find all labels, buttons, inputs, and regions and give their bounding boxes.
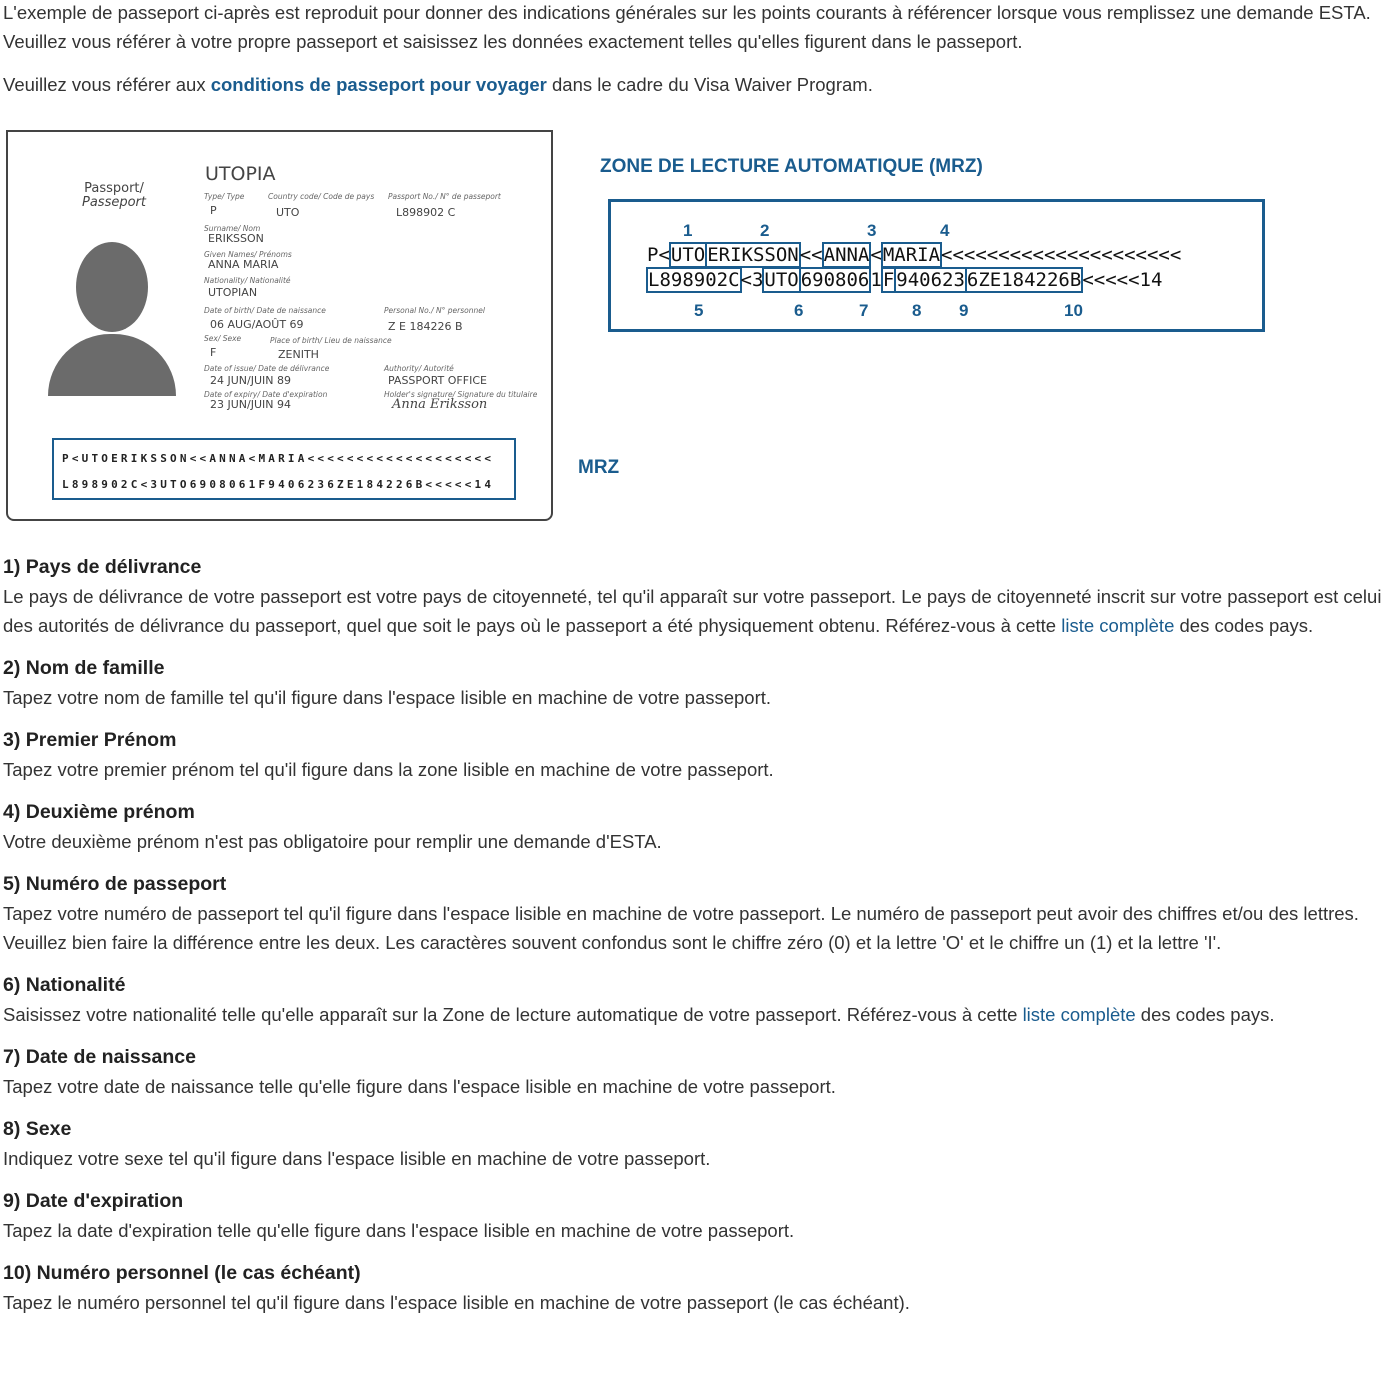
value: 23 JUN/JUIN 94 — [210, 398, 291, 411]
value: UTO — [276, 206, 300, 219]
label: Sex/ Sexe — [204, 334, 242, 343]
section-text — [3, 1216, 1391, 1245]
section — [3, 971, 1391, 1029]
section-title: 10) Numéro personnel (le cas échéant) — [3, 1262, 361, 1284]
section-text — [3, 1144, 1391, 1173]
section-text-body: Le pays de délivrance de votre passeport est votre pays de citoyenneté, tel qu'il apparaît sur votre passeport. Le pays de citoyenneté inscrit sur votre passeport est celui des autorités de délivrance du passeport, quel que soit le pays où le passeport a été physiquement obtenu. Référez-vous à cette — [3, 586, 1382, 636]
mrz-filler: P< — [647, 244, 670, 266]
value: 24 JUN/JUIN 89 — [210, 374, 291, 387]
mrz-filler: <<<<<14 — [1082, 269, 1163, 291]
value: PASSPORT OFFICE — [388, 374, 487, 387]
section — [3, 726, 1391, 784]
mrz-filler: <3 — [740, 269, 764, 291]
section-title: 5) Numéro de passeport — [3, 873, 227, 895]
passport-conditions-link[interactable] — [211, 74, 547, 95]
country-codes-link[interactable]: liste complète — [1061, 615, 1175, 636]
mrz-field-box: ANNA — [823, 244, 870, 266]
value: L898902 C — [396, 206, 456, 219]
section-text — [3, 1288, 1391, 1317]
mrz-filler: <<<<<<<<<<<<<<<<<<<<< — [941, 244, 1182, 266]
mrz-line-1: P<UTOERIKSSON<<ANNA<MARIA<<<<<<<<<<<<<<<<<<< — [62, 452, 495, 465]
value: ZENITH — [278, 348, 319, 361]
section-text-body: Tapez votre nom de famille tel qu'il figure dans l'espace lisible en machine de votre passeport. — [3, 687, 772, 708]
mrz-field-box: L898902C — [648, 269, 740, 291]
value: UTOPIAN — [208, 286, 258, 299]
intro — [3, 0, 1388, 99]
section-text-after: des codes pays. — [1135, 1004, 1275, 1025]
mrz-field-box: ERIKSSON — [707, 244, 799, 266]
section-title: 4) Deuxième prénom — [3, 801, 195, 823]
label: Date of issue/ Date de délivrance — [204, 364, 330, 373]
mrz-field-box: UTO — [670, 244, 706, 266]
section-title: 8) Sexe — [3, 1118, 72, 1140]
photo-body-icon — [48, 334, 176, 396]
label: Holder's signature/ Signature du titulaire — [384, 390, 538, 399]
signature: Anna Eriksson — [392, 397, 488, 412]
mrz-filler: << — [799, 244, 823, 266]
section-text-body: Tapez votre numéro de passeport tel qu'il figure dans l'espace lisible en machine de votre passeport. Le numéro de passeport peut avoir des chiffres et/ou des lettres. Veuillez bien faire la différence entre les deux. Les caractères souvent confondus sont le chiffre zéro (0) et la lettre 'O' et le chiffre un (1) et la lettre 'I'. — [3, 903, 1359, 953]
section-text-body: Votre deuxième prénom n'est pas obligatoire pour remplir une demande d'ESTA. — [3, 831, 662, 852]
section-text — [3, 1000, 1391, 1029]
section-text-body: Tapez votre premier prénom tel qu'il figure dans la zone lisible en machine de votre passeport. — [3, 759, 774, 780]
mrz-filler: 1 — [870, 269, 882, 291]
field-number: 5 — [694, 301, 704, 320]
field-descriptions — [3, 553, 1391, 1331]
section-text-body: Tapez la date d'expiration telle qu'elle figure dans l'espace lisible en machine de votre passeport. — [3, 1220, 795, 1241]
field-number: 7 — [859, 301, 869, 320]
label: Type/ Type — [204, 192, 245, 201]
mrz-diagram — [608, 199, 1265, 332]
section-title: 2) Nom de famille — [3, 657, 165, 679]
section-text-after: des codes pays. — [1174, 615, 1314, 636]
section-text-body: Tapez le numéro personnel tel qu'il figure dans l'espace lisible en machine de votre passeport (le cas échéant). — [3, 1292, 910, 1313]
field-number: 1 — [683, 221, 693, 240]
mrz-field-box: 690806 — [800, 269, 870, 291]
value: F — [210, 346, 217, 359]
mrz-field-box: 6ZE184226B — [966, 269, 1082, 291]
doc-label-fr: Passeport — [82, 195, 146, 210]
section — [3, 1115, 1391, 1173]
value: P — [210, 204, 217, 217]
mrz-filler: < — [870, 244, 882, 266]
sample-passport-image — [6, 130, 553, 521]
field-number: 10 — [1064, 301, 1083, 320]
section-text — [3, 683, 1391, 712]
doc-label-en: Passport/ — [84, 181, 144, 196]
value: ERIKSSON — [208, 232, 264, 245]
section-text — [3, 899, 1391, 957]
value: ANNA MARIA — [208, 258, 279, 271]
mrz-field-box: F — [882, 269, 895, 291]
value: 06 AUG/AOÛT 69 — [210, 318, 304, 331]
section — [3, 870, 1391, 957]
section — [3, 798, 1391, 856]
mrz-field-box: 940623 — [896, 269, 965, 291]
passport-mrz — [52, 438, 516, 500]
section-text-body: Saisissez votre nationalité telle qu'elle apparaît sur la Zone de lecture automatique de votre passeport. Référez-vous à cette — [3, 1004, 1023, 1025]
field-number: 9 — [959, 301, 969, 320]
section-title: 9) Date d'expiration — [3, 1190, 184, 1212]
section-text — [3, 827, 1391, 856]
mrz-field-box: MARIA — [882, 244, 941, 266]
label: Place of birth/ Lieu de naissance — [270, 336, 392, 345]
section — [3, 654, 1391, 712]
section-title: 7) Date de naissance — [3, 1046, 196, 1068]
section-text — [3, 1072, 1391, 1101]
mrz-title: ZONE DE LECTURE AUTOMATIQUE (MRZ) — [600, 156, 983, 177]
text: Veuillez vous référer aux — [3, 74, 211, 95]
country-codes-link[interactable]: liste complète — [1022, 1004, 1136, 1025]
passport-doc-label — [82, 182, 146, 210]
mrz-label: MRZ — [578, 457, 620, 478]
label: Personal No./ N° personnel — [384, 306, 485, 315]
field-number: 8 — [912, 301, 922, 320]
label: Country code/ Code de pays — [268, 192, 375, 201]
passport-country: UTOPIA — [205, 163, 276, 185]
label: Given Names/ Prénoms — [204, 250, 292, 259]
mrz-field-box: UTO — [764, 269, 799, 291]
section — [3, 1259, 1391, 1317]
mrz-line-2: L898902C<3UTO6908061F9406236ZE184226B<<<<<14 — [62, 478, 495, 491]
link-text: conditions de passeport pour voyager — [210, 74, 547, 95]
mrz-diagram-line-2 — [647, 269, 1162, 291]
label: Surname/ Nom — [204, 224, 261, 233]
section — [3, 1043, 1391, 1101]
section-title: 1) Pays de délivrance — [3, 556, 202, 578]
label: Authority/ Autorité — [384, 364, 454, 373]
section — [3, 553, 1391, 640]
mrz-diagram-line-1 — [647, 244, 1181, 266]
section-text-body: Indiquez votre sexe tel qu'il figure dans l'espace lisible en machine de votre passeport. — [3, 1148, 711, 1169]
section — [3, 1187, 1391, 1245]
section-text-body: Tapez votre date de naissance telle qu'elle figure dans l'espace lisible en machine de votre passeport. — [3, 1076, 836, 1097]
value: Z E 184226 B — [388, 320, 463, 333]
section-title: 3) Premier Prénom — [3, 729, 177, 751]
field-number: 4 — [940, 221, 950, 240]
photo-head-icon — [76, 242, 148, 332]
field-number: 3 — [867, 221, 877, 240]
field-number: 6 — [794, 301, 804, 320]
text: dans le cadre du Visa Waiver Program. — [546, 74, 873, 95]
intro-paragraph-2 — [3, 70, 1388, 99]
label: Passport No./ N° de passeport — [388, 192, 501, 201]
field-number: 2 — [760, 221, 770, 240]
section-title: 6) Nationalité — [3, 974, 126, 996]
section-text — [3, 755, 1391, 784]
label: Nationality/ Nationalité — [204, 276, 291, 285]
label: Date of birth/ Date de naissance — [204, 306, 326, 315]
label: Date of expiry/ Date d'expiration — [204, 390, 328, 399]
section-text — [3, 582, 1391, 640]
intro-paragraph: L'exemple de passeport ci-après est reproduit pour donner des indications générales sur les points courants à référencer lorsque vous remplissez une demande ESTA. Veuillez vous référer à votre propre passeport et saisissez les données exactement telles qu'elles figurent dans le passeport. — [3, 2, 1371, 52]
